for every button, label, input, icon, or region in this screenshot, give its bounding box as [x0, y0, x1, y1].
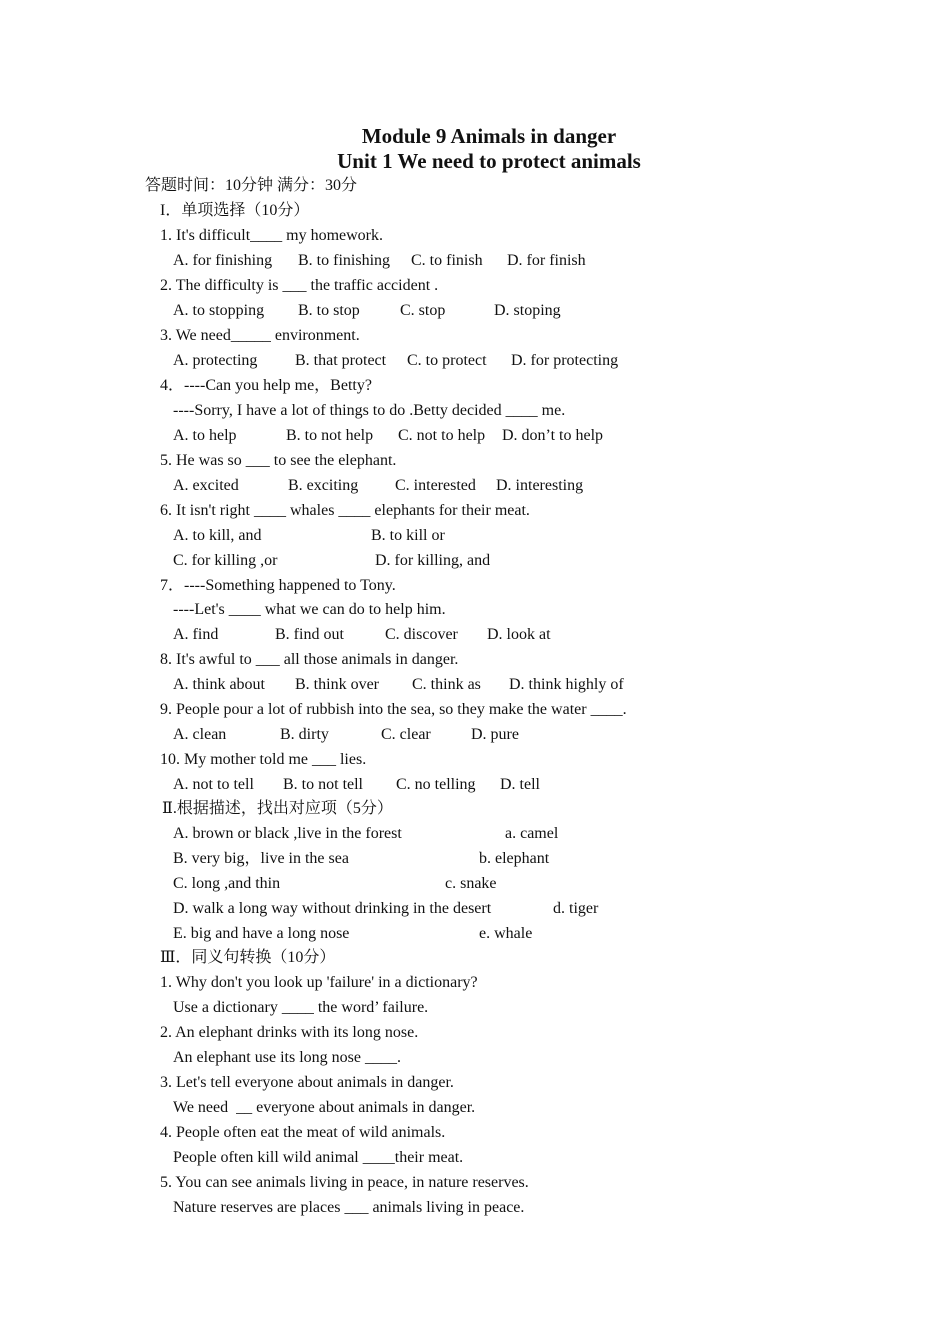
match-answer: a. camel	[505, 825, 559, 842]
question-text: 1. It's difficult____ my homework.	[160, 227, 384, 244]
match-description: C. long ,and thin	[173, 875, 281, 892]
option: B. to kill or	[371, 527, 445, 544]
question-text-continued: ----Let's ____ what we can do to help him.	[173, 601, 446, 618]
question-text: 3. We need_____ environment.	[160, 327, 360, 344]
rewrite-target: An elephant use its long nose ____.	[173, 1049, 401, 1066]
option: A. to stopping	[173, 302, 265, 319]
option: B. exciting	[288, 477, 359, 494]
rewrite-original: 2. An elephant drinks with its long nose.	[160, 1024, 419, 1041]
match-description: D. walk a long way without drinking in the desert	[173, 900, 492, 917]
option: C. not to help	[398, 427, 486, 444]
option: C. clear	[381, 726, 431, 743]
section-heading: I．单项选择（10分）	[160, 202, 310, 219]
match-answer: e. whale	[479, 925, 533, 942]
question-text: 4．----Can you help me，Betty?	[160, 377, 372, 394]
option: C. stop	[400, 302, 446, 319]
option: A. for finishing	[173, 252, 273, 269]
option: C. to protect	[407, 352, 487, 369]
match-answer: b. elephant	[479, 850, 550, 867]
option: B. find out	[275, 626, 344, 643]
option: D. for killing, and	[375, 552, 491, 569]
rewrite-original: 3. Let's tell everyone about animals in danger.	[160, 1074, 454, 1091]
rewrite-target: Nature reserves are places ___ animals living in peace.	[173, 1199, 525, 1216]
rewrite-original: 4. People often eat the meat of wild animals.	[160, 1124, 446, 1141]
option: A. clean	[173, 726, 227, 743]
question-text: 10. My mother told me ___ lies.	[160, 751, 367, 768]
option: C. discover	[385, 626, 458, 643]
question-text: 6. It isn't right ____ whales ____ elephants for their meat.	[160, 502, 530, 519]
option: C. no telling	[396, 776, 476, 793]
option: C. interested	[395, 477, 476, 494]
rewrite-target: We need __ everyone about animals in danger.	[173, 1099, 476, 1116]
rewrite-target: Use a dictionary ____ the word’ failure.	[173, 999, 429, 1016]
question-text-continued: ----Sorry, I have a lot of things to do .Betty decided ____ me.	[173, 402, 566, 419]
question-text: 2. The difficulty is ___ the traffic accident .	[160, 277, 439, 294]
option: B. dirty	[280, 726, 329, 743]
rewrite-original: 5. You can see animals living in peace, in nature reserves.	[160, 1174, 529, 1191]
page-subtitle: Unit 1 We need to protect animals	[337, 149, 641, 173]
option: D. for protecting	[511, 352, 619, 369]
option: D. think highly of	[509, 676, 624, 693]
option: A. think about	[173, 676, 265, 693]
section-heading: Ⅱ.根据描述，找出对应项（5分）	[162, 800, 393, 817]
option: B. to finishing	[298, 252, 391, 269]
exam-meta: 答题时间：10分钟 满分：30分	[145, 177, 358, 194]
option: A. to help	[173, 427, 237, 444]
page-title: Module 9 Animals in danger	[361, 124, 617, 148]
option: C. think as	[412, 676, 481, 693]
option: B. to not tell	[283, 776, 363, 793]
option: D. interesting	[496, 477, 584, 494]
option: D. tell	[500, 776, 540, 793]
option: B. that protect	[295, 352, 387, 369]
option: D. pure	[471, 726, 519, 743]
option: A. protecting	[173, 352, 258, 369]
question-text: 5. He was so ___ to see the elephant.	[160, 452, 397, 469]
match-description: E. big and have a long nose	[173, 925, 350, 942]
match-answer: c. snake	[445, 875, 497, 892]
option: A. to kill, and	[173, 527, 262, 544]
option: D. stoping	[494, 302, 561, 319]
option: D. look at	[487, 626, 551, 643]
rewrite-original: 1. Why don't you look up 'failure' in a dictionary?	[160, 974, 478, 991]
rewrite-target: People often kill wild animal ____their meat.	[173, 1149, 464, 1166]
option: A. find	[173, 626, 219, 643]
question-text: 7．----Something happened to Tony.	[160, 577, 396, 594]
question-text: 8. It's awful to ___ all those animals in danger.	[160, 651, 459, 668]
option: C. to finish	[411, 252, 483, 269]
question-text: 9. People pour a lot of rubbish into the sea, so they make the water ____.	[160, 701, 627, 718]
option: B. to not help	[286, 427, 374, 444]
option: C. for killing ,or	[173, 552, 278, 569]
option: B. think over	[295, 676, 379, 693]
option: A. excited	[173, 477, 239, 494]
option: D. don’t to help	[502, 427, 604, 444]
match-answer: d. tiger	[553, 900, 599, 917]
match-description: A. brown or black ,live in the forest	[173, 825, 402, 842]
option: A. not to tell	[173, 776, 254, 793]
option: B. to stop	[298, 302, 360, 319]
option: D. for finish	[507, 252, 586, 269]
section-heading: Ⅲ．同义句转换（10分）	[160, 949, 336, 966]
match-description: B. very big，live in the sea	[173, 850, 349, 867]
